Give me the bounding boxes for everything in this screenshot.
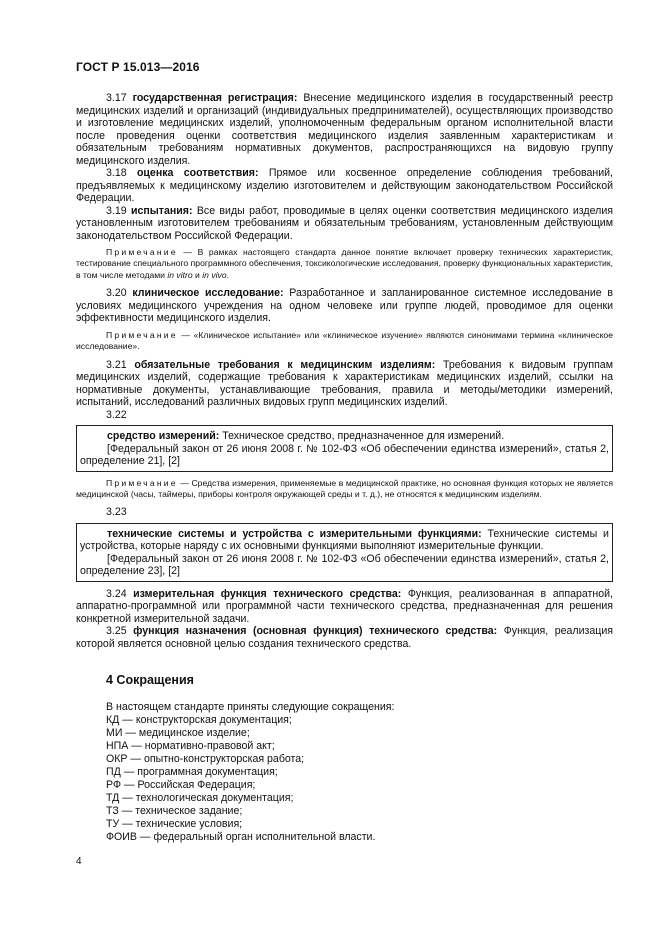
- definition-3-25: [76, 625, 613, 650]
- definition-text: Разработанное и запланированное системное исследование в условиях медицинского учреждения на одном человеке или группе людей, проводимое для оценки эффективности медицинского изделия.: [76, 287, 613, 325]
- list-item: ТД — технологическая документация;: [106, 791, 294, 804]
- note-text: — Средства измерения, применяемые в медицинской практике, но основная функция которых не является медицинской (часы, таймеры, приборы контроля окружающей среды и т. д.), не относятся к медицинским изделиям.: [76, 477, 613, 499]
- definition-term: измерительная функция технического средства:: [133, 587, 402, 600]
- definition-term: обязательные требования к медицинским изделиям:: [134, 358, 436, 371]
- definition-source: [Федеральный закон от 26 июня 2008 г. № 102-ФЗ «Об обеспечении единства измерений», статья 2, определение 21], [2]: [80, 442, 609, 468]
- definition-term: государственная регистрация:: [132, 92, 298, 104]
- list-item: ОКР — опытно-конструкторская работа;: [106, 753, 305, 766]
- definition-3-17: [76, 92, 613, 167]
- abbreviations-list: [76, 714, 613, 843]
- definition-text: Требования к видовым группам медицинских изделий, содержащие требования к характеристикам медицинских изделий, ссылки на нормативные документы, устанавливающие требования, правила и методы/методики измерений, испытаний, исследований различных видовых групп медицинских изделий.: [76, 358, 613, 409]
- definition-number-3-23: 3.23: [106, 506, 127, 519]
- note-text: — «Клиническое испытание» или «клиническое изучение» являются синонимами термина «клиническое исследование».: [76, 329, 613, 352]
- page-number: 4: [76, 856, 82, 867]
- definition-3-18: [76, 167, 613, 205]
- definition-number-3-22: 3.22: [106, 408, 127, 421]
- note-conjunction: и: [192, 269, 203, 280]
- note-3-20: [76, 330, 613, 353]
- list-item: РФ — Российская Федерация;: [106, 778, 256, 791]
- document-body: [76, 92, 613, 843]
- list-item: ТУ — технические условия;: [106, 817, 243, 830]
- definition-term: клиническое исследование:: [132, 287, 284, 300]
- boxed-definition-3-23: [76, 523, 613, 582]
- boxed-definition-3-22: [76, 425, 613, 472]
- note-term-in-vivo: in vivo: [202, 269, 227, 280]
- note-label: Примечание: [106, 247, 178, 257]
- note-text: — В рамках настоящего стандарта данное понятие включает проверку технических характеристик, тестирование специального программного обеспечения, токсикологические исследования, проверку функциональных характеристик, в том числе методами: [76, 247, 613, 280]
- note-label: Примечание: [106, 329, 178, 340]
- list-item: КД — конструкторская документация;: [106, 714, 292, 727]
- note-3-22: [76, 478, 613, 501]
- definition-number: 3.18: [106, 167, 127, 179]
- note-label: Примечание: [106, 477, 178, 488]
- definition-term: оценка соответствия:: [136, 167, 259, 179]
- definition-3-24: [76, 588, 613, 626]
- boxed-definition-body: [80, 430, 609, 443]
- document-code: ГОСТ Р 15.013—2016: [76, 60, 200, 74]
- definition-term: технические системы и устройства с измерительными функциями:: [107, 527, 482, 540]
- note-term-in-vitro: in vitro: [167, 269, 193, 280]
- definition-text: Функция, реализованная в аппаратной, аппаратно-программной или программной части технического средства, предназначенная для решения конкретной измерительной задачи.: [76, 587, 613, 625]
- definition-number: 3.25: [106, 625, 127, 638]
- note-3-19: [76, 247, 613, 281]
- definition-text: Техническое средство, предназначенное для измерений.: [219, 430, 505, 443]
- definition-text: Все виды работ, проводимые в целях оценки соответствия медицинского изделия установленным изготовителем требованиям и обязательным требованиям, установленным действующим законодательством Российской Федерации.: [76, 204, 613, 242]
- definition-number: 3.20: [106, 287, 127, 300]
- definition-text: Функция, реализация которой является основной целью создания технического средства.: [76, 625, 613, 650]
- definition-text: Технические системы и устройства, которые наряду с их основными функциями выполняют измерительные функции.: [80, 527, 609, 553]
- list-item: ФОИВ — федеральный орган исполнительной власти.: [106, 830, 376, 843]
- definition-number: 3.21: [106, 358, 127, 371]
- definition-term: испытания:: [130, 204, 193, 217]
- list-item: ПД — программная документация;: [106, 765, 278, 778]
- definition-3-19: [76, 205, 613, 243]
- definition-number: 3.17: [106, 92, 127, 104]
- list-item: ТЗ — техническое задание;: [106, 804, 243, 817]
- definition-3-20: [76, 287, 613, 325]
- note-end: .: [226, 269, 229, 280]
- definition-3-21: [76, 359, 613, 409]
- boxed-definition-body: [80, 528, 609, 553]
- abbreviations-intro: В настоящем стандарте приняты следующие сокращения:: [106, 700, 395, 713]
- definition-text: Внесение медицинского изделия в государственный реестр медицинских изделий и организаций (индивидуальных предпринимателей), осуществляющих производство и изготовление медицинских изделий, уполномоченным федеральным органом исполнительной власти после проведения оценки соответствия медицинского изделия заявленным характеристикам и обязательным требованиям нормативных документов, распространяющихся на видовую группу медицинского изделия.: [76, 92, 613, 167]
- definition-source: [Федеральный закон от 26 июня 2008 г. № 102-ФЗ «Об обеспечении единства измерений», статья 2, определение 23], [2]: [80, 552, 609, 578]
- definition-term: функция назначения (основная функция) технического средства:: [133, 625, 498, 638]
- definition-text: Прямое или косвенное определение соблюдения требований, предъявляемых к медицинскому изделию изготовителем и действующим законодательством Российской Федерации.: [76, 167, 613, 204]
- definition-number: 3.24: [106, 587, 127, 600]
- section-title-abbreviations: 4 Сокращения: [106, 673, 194, 688]
- list-item: НПА — нормативно-правовой акт;: [106, 740, 275, 753]
- definition-number: 3.19: [106, 204, 127, 217]
- list-item: МИ — медицинское изделие;: [106, 727, 250, 740]
- definition-term: средство измерений:: [107, 430, 220, 443]
